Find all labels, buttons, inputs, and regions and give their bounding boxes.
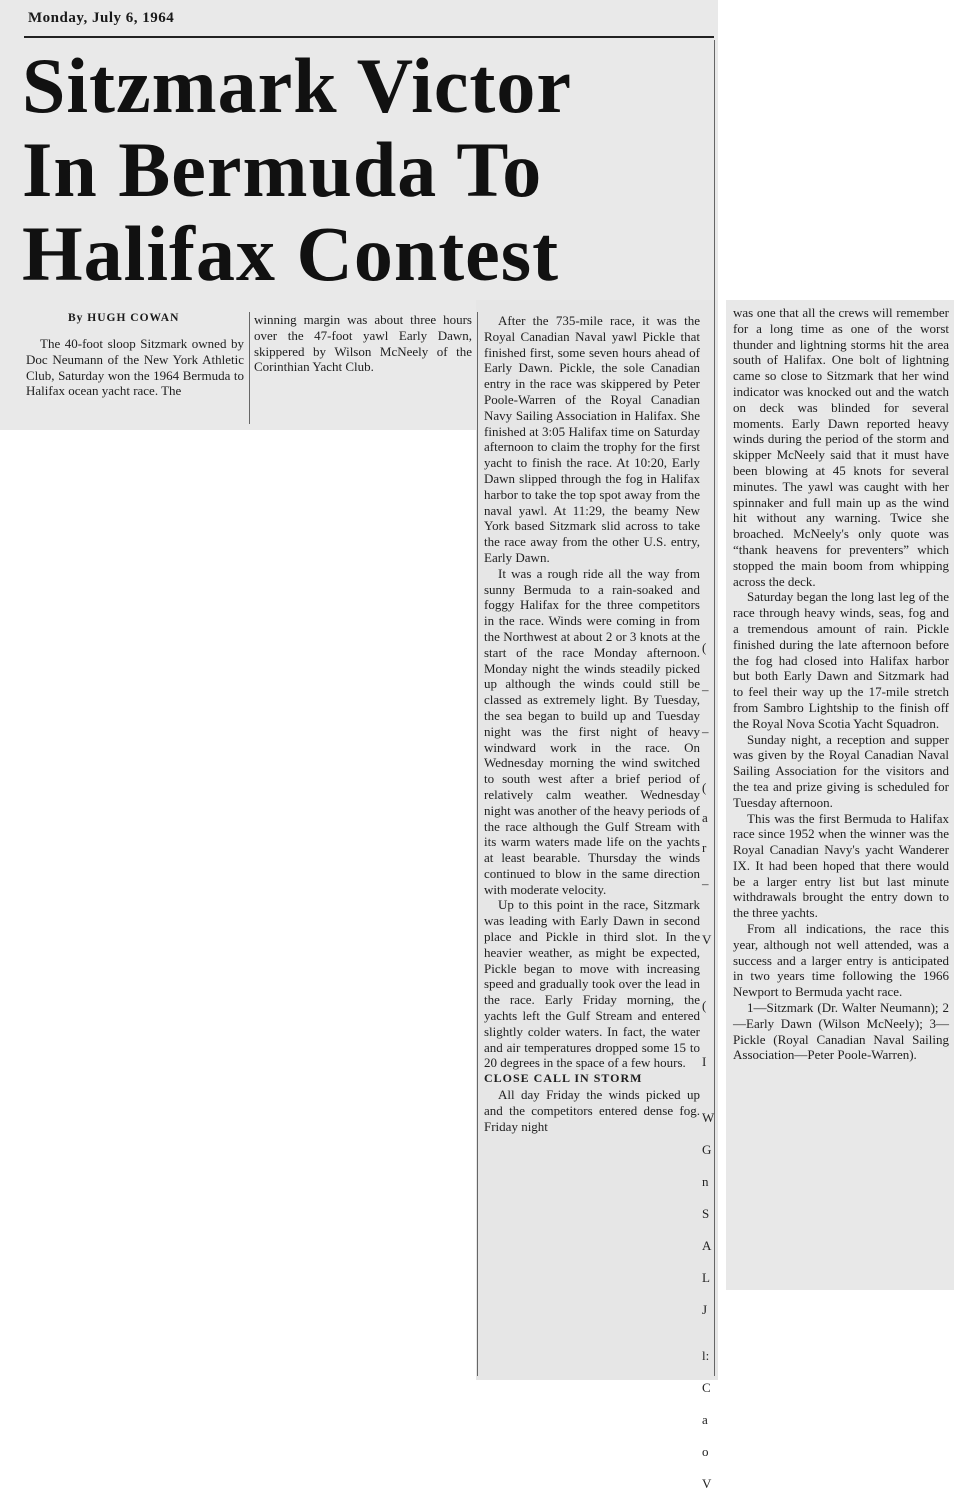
paragraph: Sunday night, a reception and supper was given by the Royal Canadian Naval Sailing Association for the visitors and the tea and prize giving is scheduled for Tuesday afternoon. xyxy=(733,731,949,810)
paragraph: Saturday began the long last leg of the race through heavy winds, seas, fog and a tremendous amount of rain. Pickle finished during the late afternoon before the fog had closed into Halifax harbor but both Early Dawn and Sitzmark had to feel their way up the 17-mile stretch from Sambro Lightship to the finish off the Royal Nova Scotia Yacht Squadron. xyxy=(733,589,949,731)
fragment-glyph: ( xyxy=(702,998,707,1013)
fragment-glyph: J xyxy=(702,1302,708,1317)
paragraph: 1—Sitzmark (Dr. Walter Neumann); 2—Early Dawn (Wilson McNeely); 3—Pickle (Royal Canadian Naval Sailing Association—Peter Poole-Warren). xyxy=(733,1000,949,1063)
paragraph: Up to this point in the race, Sitzmark was leading with Early Dawn in second place and Pickle in third slot. In the heavier weather, as might be expected, Pickle began to move with increasing speed and gradually took over the lead in the race. Early Friday morning, the yachts left the Gulf Stream and entered slightly colder waters. In fact, the water and air temperatures dropped some 15 to 20 degrees in the space of a few hours. xyxy=(484,897,700,1071)
fragment-glyph: a xyxy=(702,1412,708,1427)
fragment-glyph: ( xyxy=(702,780,707,795)
fragment-glyph: V xyxy=(702,932,712,947)
headline xyxy=(22,44,712,296)
headline-line-2: In Bermuda To xyxy=(22,126,543,213)
fragment-glyph: ( xyxy=(702,640,707,655)
article-column-4 xyxy=(733,305,949,1063)
paragraph: The 40-foot sloop Sitzmark owned by Doc Neumann of the New York Athletic Club, Saturday won the 1964 Bermuda to Halifax ocean yacht race. The xyxy=(26,336,244,399)
headline-line-1: Sitzmark Victor xyxy=(22,42,573,129)
byline: By HUGH COWAN xyxy=(68,312,180,324)
fragment-glyph: C xyxy=(702,1380,711,1395)
article-column-1 xyxy=(26,336,244,399)
paragraph: This was the first Bermuda to Halifax race since 1952 when the winner was the Royal Canadian Navy's yacht Wanderer IX. It had been hoped that there would be a larger entry list but last minute withdrawals brought the entry down to the three yachts. xyxy=(733,810,949,921)
fragment-glyph: – xyxy=(702,724,709,739)
subheading: CLOSE CALL IN STORM xyxy=(484,1071,643,1086)
fragment-glyph: A xyxy=(702,1238,712,1253)
headline-line-3: Halifax Contest xyxy=(22,210,560,297)
fragment-glyph: – xyxy=(702,876,709,891)
article-column-2 xyxy=(254,312,472,375)
fragment-glyph: W xyxy=(702,1110,715,1125)
paragraph: winning margin was about three hours over the 47-foot yawl Early Dawn, skippered by Wilson McNeely of the Corinthian Yacht Club. xyxy=(254,312,472,375)
fragment-glyph: S xyxy=(702,1206,710,1221)
adjacent-article-fragment xyxy=(702,640,718,1491)
paragraph: All day Friday the winds picked up and the competitors entered dense fog. Friday night xyxy=(484,1087,700,1134)
fragment-glyph: – xyxy=(702,682,709,697)
fragment-glyph: o xyxy=(702,1444,709,1459)
dateline: Monday, July 6, 1964 xyxy=(28,10,175,26)
fragment-glyph: l: xyxy=(702,1348,710,1363)
paragraph: From all indications, the race this year, although not well attended, was a success and a larger entry is anticipated in two years time following the 1966 Newport to Bermuda yacht race. xyxy=(733,921,949,1000)
column-separator xyxy=(477,312,478,1376)
fragment-glyph: n xyxy=(702,1174,709,1189)
paragraph: was one that all the crews will remember for a long time as one of the worst thunder and lightning storms hit the area south of Halifax. One bolt of lightning came so close to Sitzmark that her wind indicator was knocked out and the watch on deck was blinded for several moments. Early Dawn reported heavy winds during the period of the storm and skipper McNeely said that it must have been blowing at 45 knots for several minutes. The yawl was caught with her spinnaker and full main up as the wind hit without any warning. Twice she broached. McNeely's only quote was “thank heavens for preventers” which stopped the main boom from whipping across the deck. xyxy=(733,305,949,589)
header-rule xyxy=(24,36,714,38)
fragment-glyph: L xyxy=(702,1270,710,1285)
fragment-glyph: r xyxy=(702,840,707,855)
fragment-glyph: I xyxy=(702,1054,707,1069)
paragraph: After the 735-mile race, it was the Royal Canadian Naval yawl Pickle that finished first, some seven hours ahead of Early Dawn. Pickle, the sole Canadian entry in the race was skippered by Peter Poole-Warren of the Royal Canadian Navy Sailing Association in Halifax. She finished at 3:05 Halifax time on Saturday afternoon to claim the trophy for the first yacht to finish the race. At 10:20, Early Dawn slipped through the fog in Halifax harbor to take the top spot away from the naval yawl. At 11:29, the beamy New York based Sitzmark slid across to take the race away from the other U.S. entry, Early Dawn. xyxy=(484,313,700,565)
fragment-glyph: a xyxy=(702,810,708,825)
paragraph: It was a rough ride all the way from sunny Bermuda to a rain-soaked and foggy Halifax for the three competitors in the race. Winds were coming in from the Northwest at about 2 or 3 knots at the start of the race Monday afternoon. Monday night the winds steadily picked up although the winds could still be classed as extremely light. By Tuesday, the sea began to build up and Tuesday night was the first night of heavy windward work in the race. On Wednesday morning the wind switched to south west after a brief period of relatively calm weather. Wednesday night was another of the heavy periods of the race although the Gulf Stream with its warm waters made life on the yachts at least bearable. Thursday the winds continued to blow in the same direction with moderate velocity. xyxy=(484,565,700,897)
fragment-glyph: G xyxy=(702,1142,712,1157)
article-column-3 xyxy=(484,313,700,1134)
fragment-glyph: V xyxy=(702,1476,712,1491)
column-separator xyxy=(249,312,250,424)
